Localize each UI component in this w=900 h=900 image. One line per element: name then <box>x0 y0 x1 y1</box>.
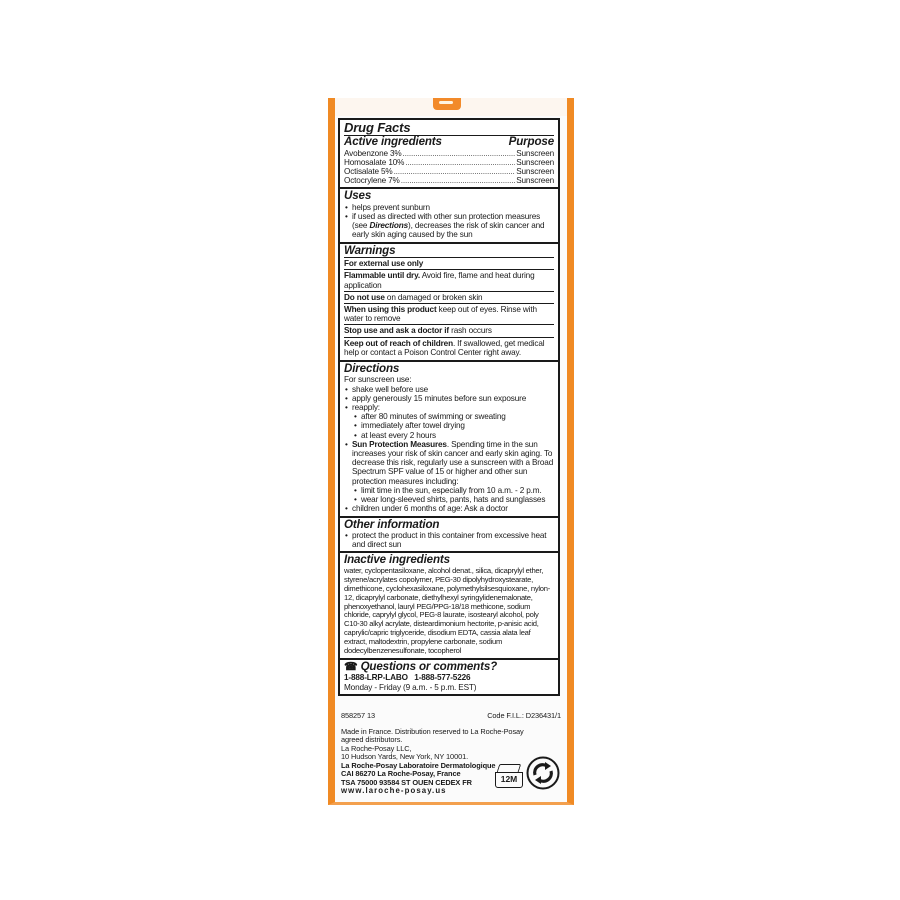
spm-text: . Spending time in the sun increases your risk of skin cancer and early skin aging. To decrease this risk, regularly use a sunscreen with a Broad Spectrum SPF value of 15 or higher and other sun protection measures including: <box>352 439 554 486</box>
ingredient-purpose: Sunscreen <box>516 157 554 167</box>
warning-bold: Stop use and ask a doctor if <box>344 326 449 336</box>
uses-text: if used as directed with other sun protection measures (see <box>352 212 541 231</box>
spm-bold: Sun Protection Measures <box>352 439 447 449</box>
lab-address-2: TSA 75000 93584 ST OUEN CEDEX FR <box>341 777 472 787</box>
drug-facts-section <box>340 120 558 187</box>
warning-bold: Flammable until dry. <box>344 271 421 281</box>
directions-intro: For sunscreen use: <box>344 375 412 385</box>
uses-section <box>340 187 558 241</box>
warning-stop-use <box>344 324 554 336</box>
reapply-item: • immediately after towel drying <box>344 421 554 430</box>
questions-title <box>344 661 554 674</box>
questions-section <box>340 658 558 694</box>
active-ingredient-row <box>344 176 554 185</box>
warning-text: Avoid fire, flame and heat during application <box>344 271 535 290</box>
questions-title-text: Questions or comments? <box>360 659 498 673</box>
lab-name: La Roche-Posay Laboratoire Dermatologique <box>341 760 496 770</box>
leader-dots <box>405 158 515 167</box>
warning-bold: When using this product <box>344 304 437 314</box>
phone-icon: ☎ <box>344 660 358 673</box>
directions-item <box>344 403 554 440</box>
company-name: La Roche-Posay LLC, <box>341 743 412 753</box>
uses-item <box>344 212 554 240</box>
inactive-ingredients-text: water, cyclopentasiloxane, alcohol denat., silica, dicaprylyl ether, styrene/acrylates copolymer, PEG-30 dipolyhydroxystearate, dimethicone, cyclohexasiloxane, polymethylsilsesquioxane, nylon-12, dicaprylyl carbonate, diethylhexyl syringylidenemalonate, phenoxyethanol, lauryl PEG/PPG-18/18 methicone, sodium chloride, caprylyl glycol, PEG-8 laurate, isostearyl alcohol, poly C10-30 alkyl acrylate, disteardimonium hectorite, p-anisic acid, caprylic/capric triglyceride, disodium EDTA, cassia alata leaf extract, maltodextrin, propylene carbonate, sodium dodecylbenzenesulfonate, tocopherol <box>344 565 551 656</box>
recycle-icon <box>526 756 560 790</box>
leader-dots <box>401 176 516 185</box>
other-information-title: Other information <box>344 517 440 531</box>
ingredient-purpose: Sunscreen <box>516 148 554 158</box>
company-address: 10 Hudson Yards, New York, NY 10001. <box>341 752 469 761</box>
orange-tab <box>433 98 461 110</box>
ingredient-name: Octocrylene 7% <box>344 176 400 186</box>
uses-text: ), decreases the risk of skin cancer and early skin aging caused by the sun <box>352 221 545 240</box>
directions-item: • apply generously 15 minutes before sun exposure <box>344 394 554 403</box>
footer-codes <box>341 712 561 721</box>
warning-text: . If swallowed, get medical help or contact a Poison Control Center right away. <box>344 338 545 357</box>
warning-external <box>344 257 554 269</box>
phone-hours: Monday - Friday (9 a.m. - 5 p.m. EST) <box>344 682 477 692</box>
drug-facts-title: Drug Facts <box>344 120 411 135</box>
period-after-opening-icon <box>495 764 525 790</box>
lot-number: 858257 13 <box>341 711 376 720</box>
warnings-title: Warnings <box>344 243 396 257</box>
directions-item <box>344 440 554 504</box>
reapply-item: • after 80 minutes of swimming or sweating <box>344 412 554 421</box>
active-ingredient-row <box>344 158 554 167</box>
drug-facts-panel <box>338 118 560 696</box>
directions-item: • shake well before use <box>344 385 554 394</box>
warning-do-not-use <box>344 291 554 303</box>
phone-number-1: 1-888-LRP-LABO <box>344 673 408 683</box>
warning-keep-out <box>344 337 554 358</box>
warning-bold: Keep out of reach of children <box>344 338 453 348</box>
ingredient-name: Octisalate 5% <box>344 166 393 176</box>
made-in-text: Made in France. Distribution reserved to La Roche-Posay agreed distributors. <box>341 726 524 744</box>
directions-item: • children under 6 months of age: Ask a doctor <box>344 504 554 513</box>
warning-text: rash occurs <box>449 326 492 336</box>
other-information-section <box>340 516 558 552</box>
spm-item: • wear long-sleeved shirts, pants, hats and sunglasses <box>344 495 554 504</box>
directions-section <box>340 360 558 516</box>
spm-item: • limit time in the sun, especially from 10 a.m. - 2 p.m. <box>344 486 554 495</box>
phone-number-2: 1-888-577-5226 <box>414 673 471 683</box>
active-ingredient-row <box>344 149 554 158</box>
ingredient-name: Homosalate 10% <box>344 157 405 167</box>
tab-highlight <box>439 101 453 104</box>
directions-reference: Directions <box>369 221 408 231</box>
active-ingredient-row <box>344 167 554 176</box>
directions-text: reapply: <box>352 403 380 413</box>
active-ingredients-title: Active ingredients <box>344 135 442 148</box>
warning-bold: Do not use <box>344 292 385 302</box>
directions-title: Directions <box>344 361 400 375</box>
warning-external-text: For external use only <box>344 259 424 269</box>
fil-code: Code F.I.L.: D236431/1 <box>487 711 561 720</box>
warning-text: keep out of eyes. Rinse with water to remove <box>344 304 537 324</box>
warning-flammable <box>344 269 554 290</box>
warning-text: on damaged or broken skin <box>384 292 483 302</box>
lab-address-1: CAI 86270 La Roche-Posay, France <box>341 769 461 778</box>
phone-numbers <box>344 673 554 682</box>
warnings-section <box>340 242 558 360</box>
pao-label: 12M <box>495 772 523 788</box>
ingredient-purpose: Sunscreen <box>516 166 554 176</box>
inactive-ingredients-section <box>340 551 558 658</box>
uses-item: • helps prevent sunburn <box>344 203 554 212</box>
purpose-title: Purpose <box>508 135 554 148</box>
website: www.laroche-posay.us <box>341 786 447 795</box>
uses-title: Uses <box>344 189 372 203</box>
leader-dots <box>403 149 516 158</box>
active-ingredients-header <box>344 135 554 149</box>
pao-lid <box>497 764 522 772</box>
warning-when-using <box>344 303 554 324</box>
ingredient-purpose: Sunscreen <box>516 176 554 186</box>
other-information-item: • protect the product in this container from excessive heat and direct sun <box>344 531 554 549</box>
ingredient-name: Avobenzone 3% <box>344 148 402 158</box>
leader-dots <box>394 167 516 176</box>
inactive-ingredients-title: Inactive ingredients <box>344 553 450 567</box>
reapply-item: • at least every 2 hours <box>344 431 554 440</box>
